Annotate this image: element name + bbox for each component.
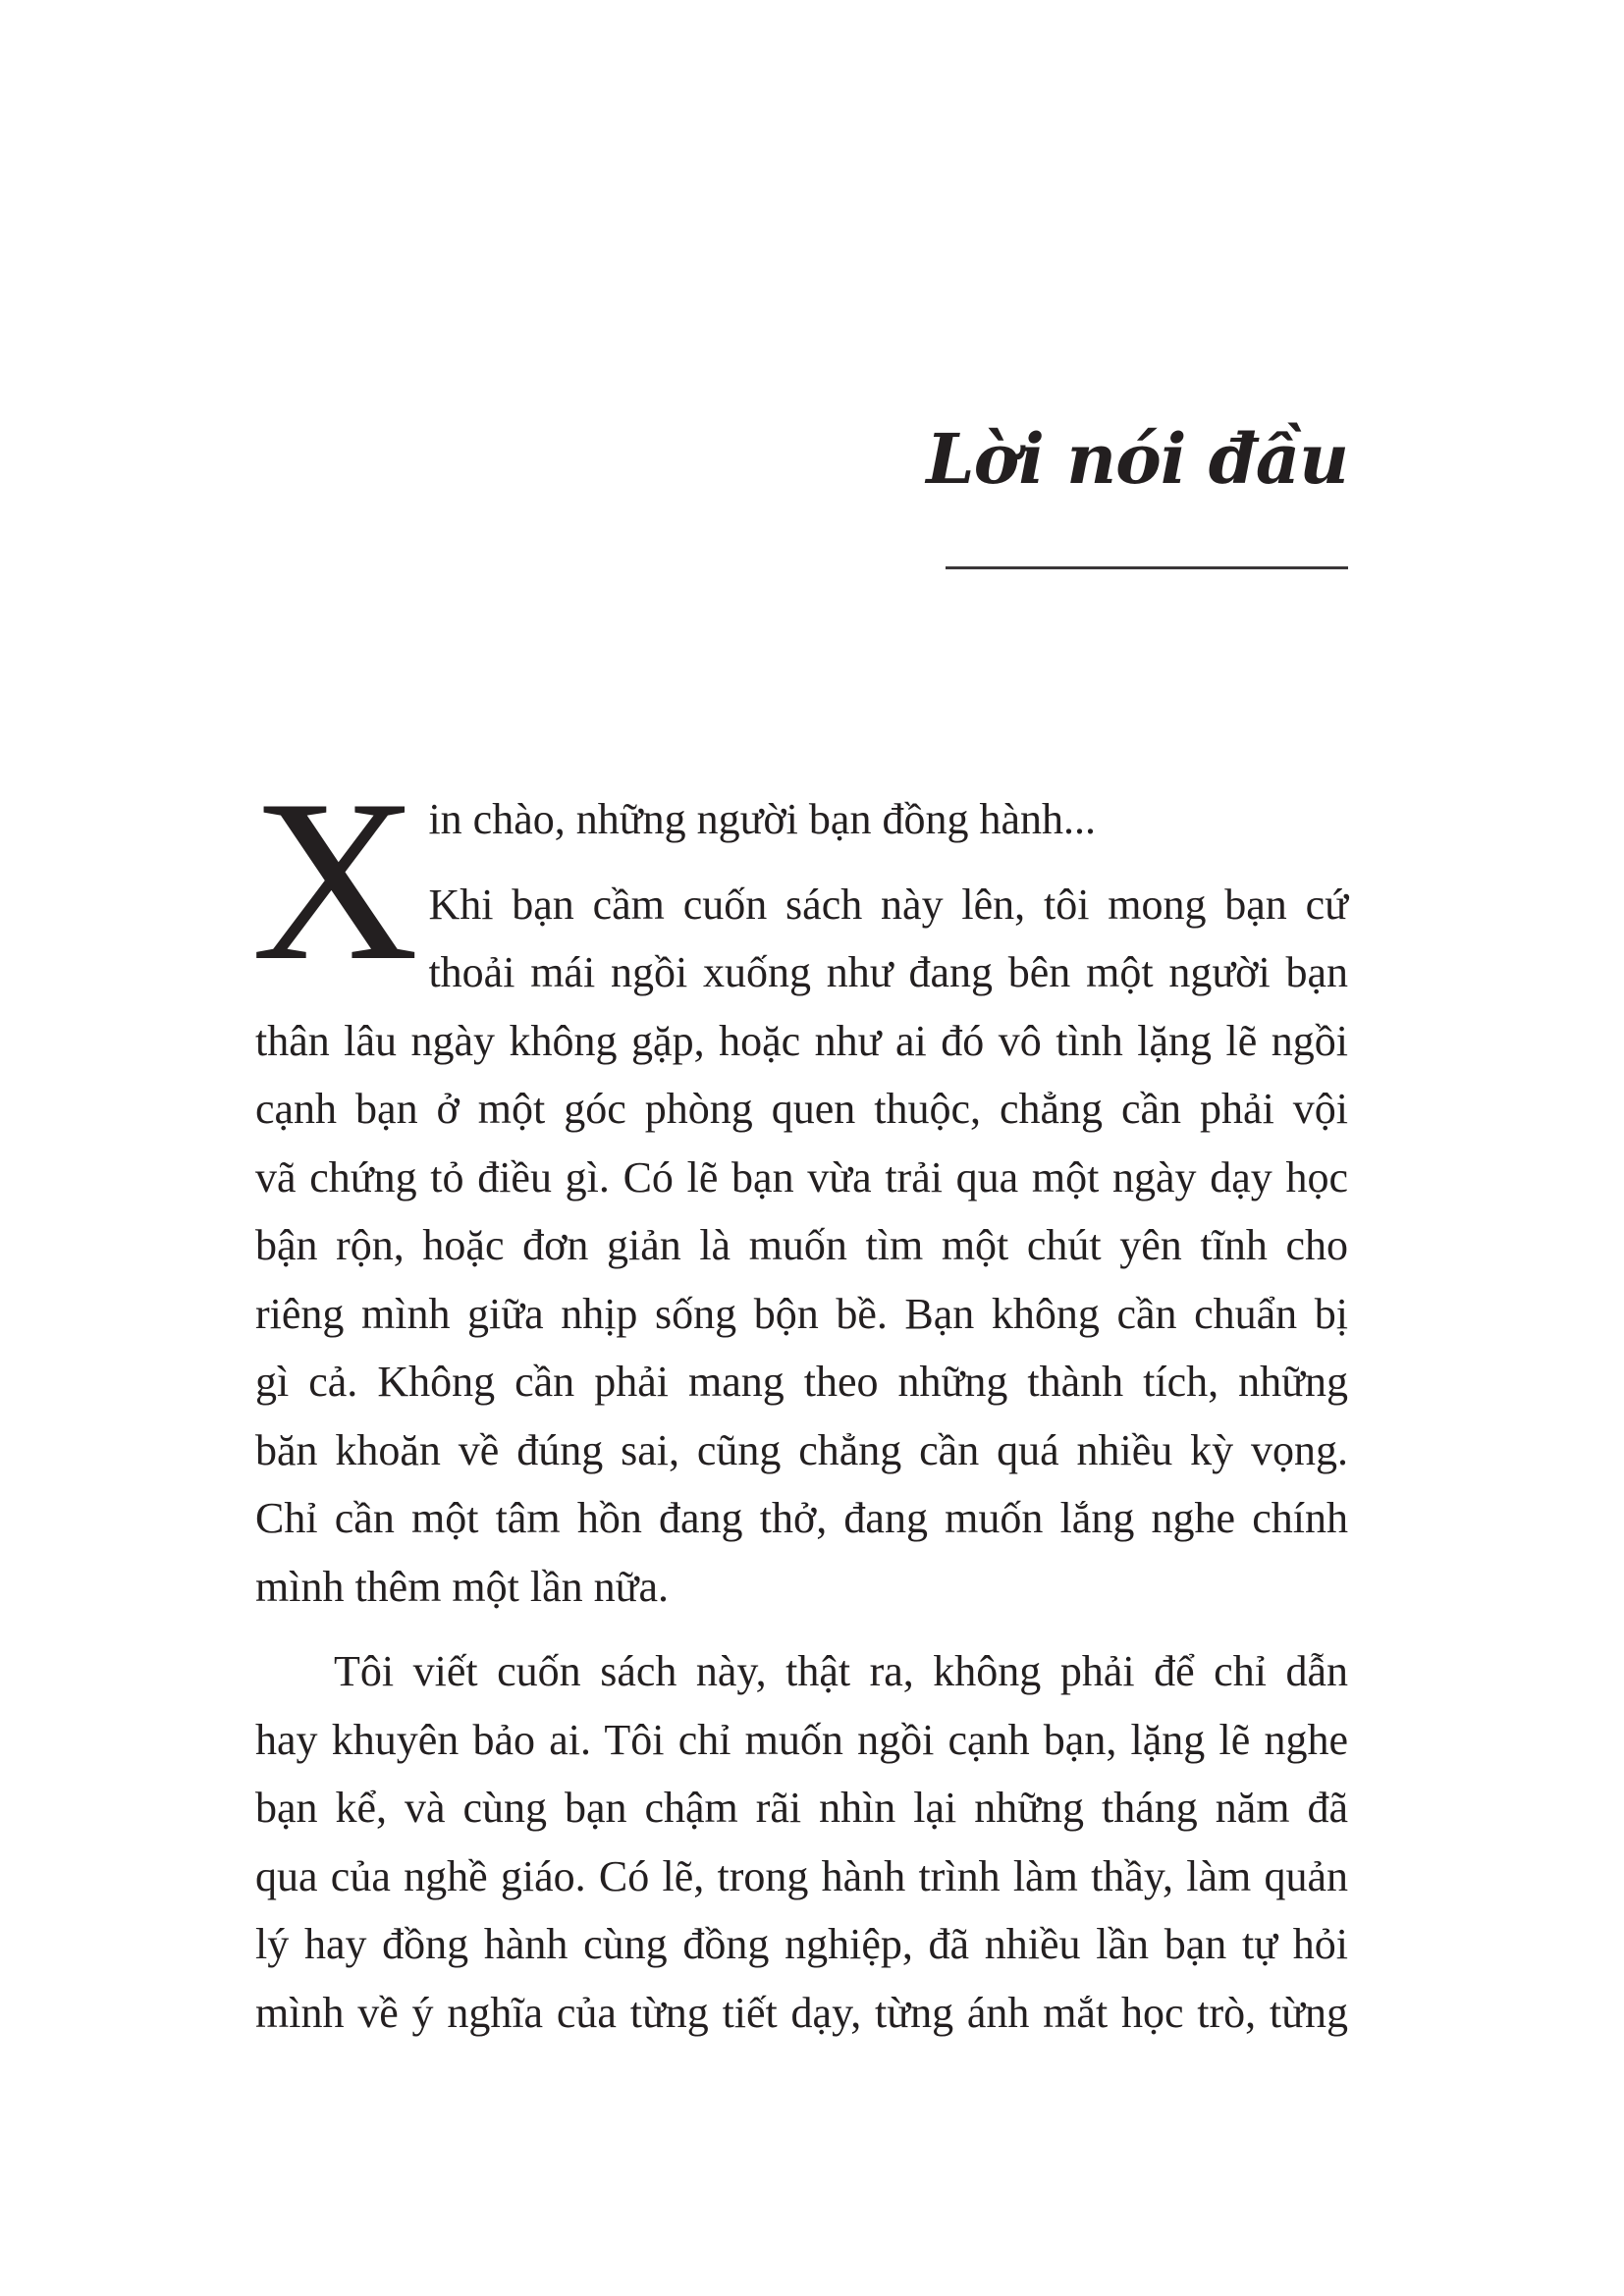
text-line: gì cả. Không cần phải mang theo những thành tích, những xyxy=(255,1358,1348,1406)
drop-cap: X xyxy=(251,753,419,1009)
chapter-title: Lời nói đầu xyxy=(926,418,1348,500)
text-line: mình về ý nghĩa của từng tiết dạy, từng ánh mắt học trò, từng xyxy=(255,1988,1348,2037)
body-text xyxy=(251,753,1348,2063)
text-line: thoải mái ngồi xuống như đang bên một người bạn xyxy=(428,948,1348,996)
text-line: Chỉ cần một tâm hồn đang thở, đang muốn lắng nghe chính xyxy=(255,1494,1348,1542)
text-line: băn khoăn về đúng sai, cũng chẳng cần quá nhiều kỳ vọng. xyxy=(255,1425,1348,1474)
text-line: vã chứng tỏ điều gì. Có lẽ bạn vừa trải qua một ngày dạy học xyxy=(255,1152,1348,1201)
text-line: riêng mình giữa nhịp sống bộn bề. Bạn không cần chuẩn bị xyxy=(255,1289,1348,1338)
text-line: qua của nghề giáo. Có lẽ, trong hành trình làm thầy, làm quản xyxy=(255,1851,1348,1900)
text-line: lý hay đồng hành cùng đồng nghiệp, đã nhiều lần bạn tự hỏi xyxy=(255,1920,1348,1968)
text-line: in chào, những người bạn đồng hành... xyxy=(428,795,1096,843)
paragraph-purpose xyxy=(255,1637,1348,2047)
text-line: Tôi viết cuốn sách này, thật ra, không phải để chỉ dẫn xyxy=(334,1647,1348,1695)
text-line: cạnh bạn ở một góc phòng quen thuộc, chẳng cần phải vội xyxy=(255,1085,1348,1133)
text-line: thân lâu ngày không gặp, hoặc như ai đó vô tình lặng lẽ ngồi xyxy=(255,1016,1348,1065)
text-line: bận rộn, hoặc đơn giản là muốn tìm một chút yên tĩnh cho xyxy=(255,1221,1348,1269)
paragraph-invitation xyxy=(255,871,1348,1622)
text-line: Khi bạn cầm cuốn sách này lên, tôi mong bạn cứ xyxy=(428,880,1348,929)
text-line: bạn kể, và cùng bạn chậm rãi nhìn lại những tháng năm đã xyxy=(255,1784,1348,1832)
text-line: mình thêm một lần nữa. xyxy=(255,1562,670,1611)
title-divider xyxy=(946,566,1348,569)
text-line: hay khuyên bảo ai. Tôi chỉ muốn ngồi cạnh bạn, lặng lẽ nghe xyxy=(255,1715,1348,1764)
